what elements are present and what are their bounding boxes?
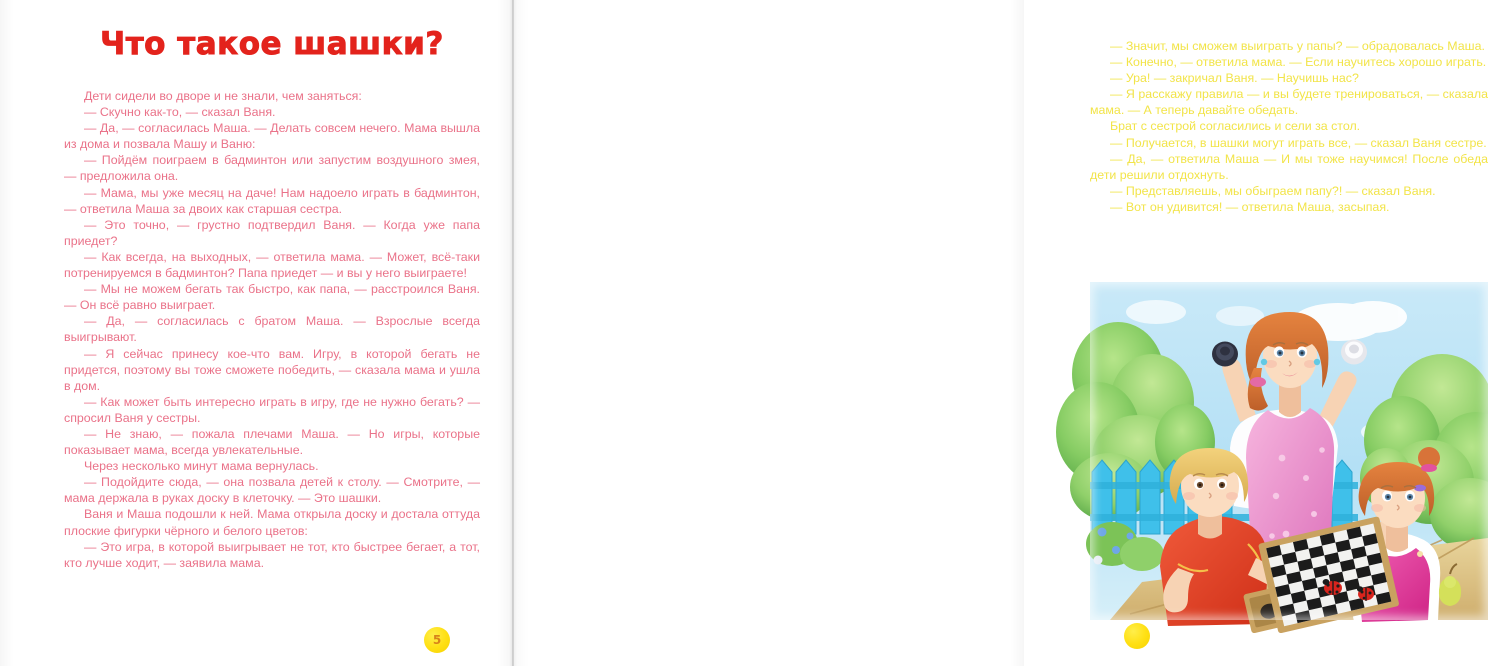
right-page-paragraph: — Представляешь, мы обыграем папу?! — сказал Ваня. <box>1110 183 1436 198</box>
right-page-paragraph: — Конечно, — ответила мама. — Если научитесь хорошо играть. <box>1110 55 1487 70</box>
left-page-paragraph: Ваня и Маша подошли к ней. Мама открыла доску и достала оттуда плоские фигурки чёрного и белого цветов: <box>64 507 480 538</box>
left-page-body-text <box>64 88 480 571</box>
right-page-paragraph: Брат с сестрой согласились и сели за стол. <box>1110 119 1361 134</box>
left-page-paragraph: — Мама, мы уже месяц на даче! Нам надоело играть в бадминтон, — ответила Маша за двоих как старшая сестра. <box>64 185 480 216</box>
left-page-paragraph: — Я сейчас принесу кое-что вам. Игру, в которой бегать не придется, поэтому вы тоже сможете победить, — сказала мама и ушла в дом. <box>64 346 480 393</box>
page-title: Что такое шашки? <box>100 26 444 62</box>
illustration-artwork <box>1090 282 1488 620</box>
right-page-paragraph: — Ура! — закричал Ваня. — Научишь нас? <box>1110 71 1359 86</box>
left-page-paragraph: — Подойдите сюда, — она позвала детей к столу. — Смотрите, — мама держала в руках доску в клеточку. — Это шашки. <box>64 475 480 506</box>
left-page-paragraph: — Это точно, — грустно подтвердил Ваня. — Когда уже папа приедет? <box>64 217 480 248</box>
left-page-paragraph: — Мы не можем бегать так быстро, как папа, — расстроился Ваня. — Он всё равно выиграет. <box>64 282 480 313</box>
left-page-paragraph: — Это игра, в которой выигрывает не тот, кто быстрее бегает, а тот, кто лучше ходит, — заявила мама. <box>64 539 480 570</box>
page-number-left: 5 <box>424 627 450 653</box>
page-number-right <box>1124 623 1150 649</box>
white-checker-piece <box>1341 340 1367 365</box>
right-page-paragraph: — Получается, в шашки могут играть все, — сказал Ваня сестре. <box>1110 135 1487 150</box>
left-page-paragraph: — Да, — согласилась с братом Маша. — Взрослые всегда выигрывают. <box>64 314 480 345</box>
left-page-paragraph: — Не знаю, — пожала плечами Маша. — Но игры, которые показывает мама, всегда увлекательные. <box>64 426 480 458</box>
left-page-paragraph: Дети сидели во дворе и не знали, чем заняться: <box>84 89 362 103</box>
right-page-paragraph: — Вот он удивится! — ответила Маша, засыпая. <box>1110 199 1390 214</box>
right-page-paragraph: — Да, — ответила Маша — И мы тоже научимся! После обеда дети решили отдохнуть. <box>1090 151 1488 182</box>
right-page-paragraph: — Я расскажу правила — и вы будете тренироваться, — сказала мама. — А теперь давайте обедать. <box>1090 87 1488 118</box>
left-page-paragraph: Через несколько минут мама вернулась. <box>84 459 319 474</box>
left-page <box>0 0 512 666</box>
right-page <box>512 0 1488 666</box>
left-page-paragraph: — Скучно как-то, — сказал Ваня. <box>84 105 276 120</box>
left-page-paragraph: — Как всегда, на выходных, — ответила мама. — Может, всё-таки потренируемся в бадминтон? Папа приедет — и вы у него выиграете! <box>64 249 480 281</box>
left-page-paragraph: — Да, — согласилась Маша. — Делать совсем нечего. Мама вышла из дома и позвала Машу и Ваню: <box>64 121 480 152</box>
left-page-paragraph: — Как может быть интересно играть в игру, где не нужно бегать? — спросил Ваня у сестры. <box>64 394 480 425</box>
black-checker-piece <box>1212 342 1238 367</box>
left-page-paragraph: — Пойдём поиграем в бадминтон или запустим воздушного змея, — предложила она. <box>64 153 480 184</box>
illustration-children-playing-checkers <box>1090 282 1488 620</box>
right-page-paragraph: — Значит, мы сможем выиграть у папы? — обрадовалась Маша. <box>1110 39 1485 53</box>
right-page-body-text <box>1090 38 1488 215</box>
